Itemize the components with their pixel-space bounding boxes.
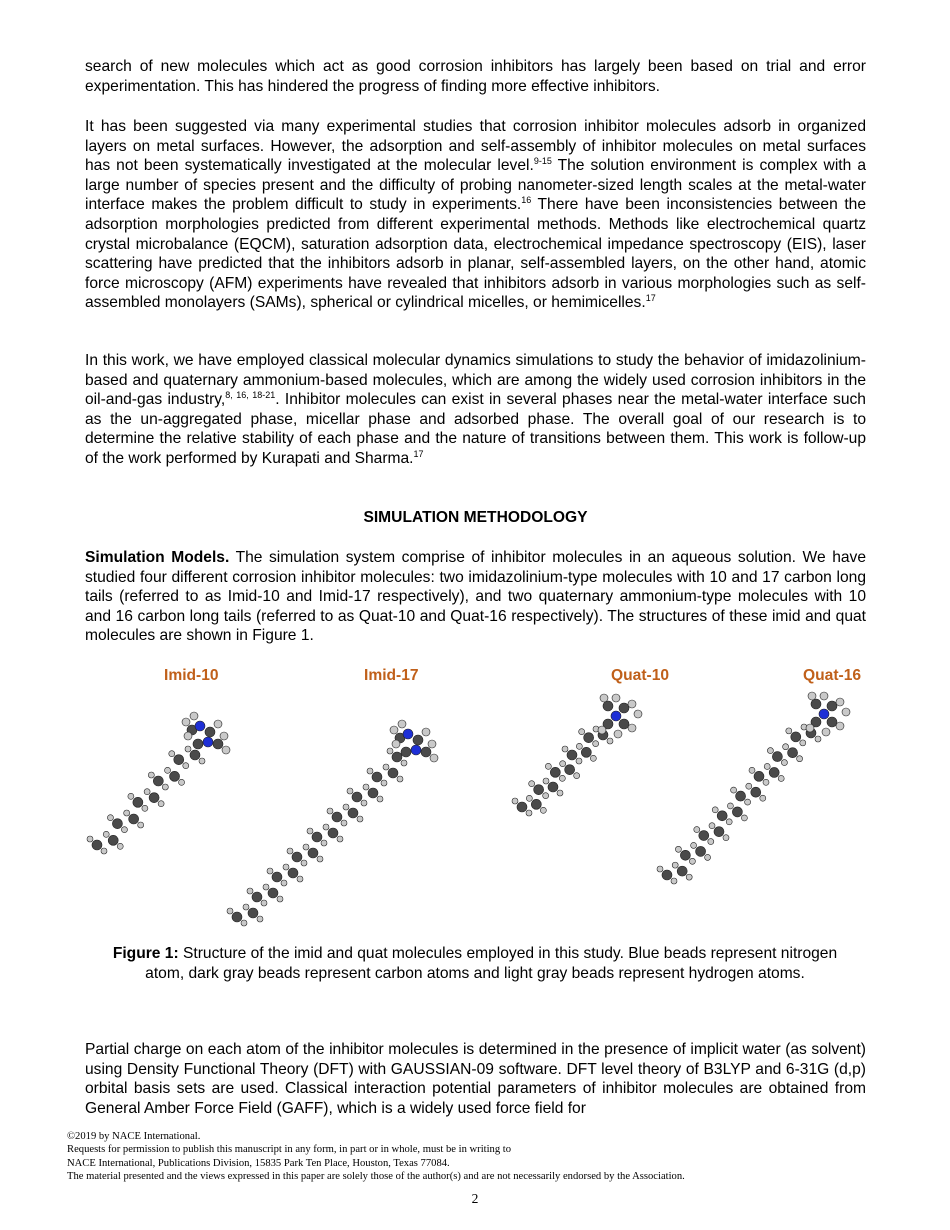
text-run: It has been suggested via many experimental studies that corrosion inhibitor molecules adsorb in organized layers on metal surfaces. However, the adsorption and self-assembly of inhibitor molecules on metal surfaces has not been systematically investigated at the molecular level.	[85, 118, 866, 175]
citation: 9-15	[533, 156, 552, 166]
figure-label-quat-10: Quat-10	[611, 667, 670, 684]
hydrogen-atom	[545, 763, 551, 769]
hydrogen-atom	[781, 760, 787, 766]
hydrogen-atom	[422, 728, 430, 736]
hydrogen-atom	[377, 796, 383, 802]
hydrogen-atom	[337, 836, 343, 842]
hydrogen-atom	[763, 779, 769, 785]
hydrogen-atom	[836, 698, 844, 706]
carbon-atom	[352, 792, 362, 802]
citation: 17	[645, 293, 656, 304]
text-run: There have been inconsistencies between the adsorption morphologies predicted from different experimental methods. Methods like electrochemical quartz crystal microbalance (EQCM), saturation adsorption data, electrochemical impedance spectroscopy (EIS), laser scattering have predicted that the inhibitors adsorb in planar, self-assembled layers, on the other hand, atomic force microscopy (AFM) experiments have revealed that inhibitors adsorb in various morphologies such as self-assembled monolayers (SAMs), spherical or cylindrical micelles, or hemimicelles.	[85, 196, 866, 312]
run-in-heading: Simulation Models.	[85, 549, 230, 566]
hydrogen-atom	[512, 798, 518, 804]
hydrogen-atom	[297, 876, 303, 882]
hydrogen-atom	[357, 816, 363, 822]
hydrogen-atom	[657, 866, 663, 872]
hydrogen-atom	[341, 820, 347, 826]
hydrogen-atom	[691, 842, 697, 848]
hydrogen-atom	[387, 748, 393, 754]
hydrogen-atom	[815, 736, 821, 742]
hydrogen-atom	[428, 740, 436, 748]
nitrogen-atom	[195, 721, 205, 731]
carbon-atom	[392, 752, 402, 762]
figure-molecule-structures	[0, 690, 950, 940]
hydrogen-atom	[367, 768, 373, 774]
hydrogen-atom	[321, 840, 327, 846]
carbon-atom	[232, 912, 242, 922]
carbon-atom	[677, 866, 687, 876]
paragraph-intro-end: search of new molecules which act as good corrosion inhibitors has largely been based on trial and error experimentation. This has hindered the progress of finding more effective inhibitors.	[85, 58, 866, 95]
carbon-atom	[292, 852, 302, 862]
hydrogen-atom	[593, 741, 599, 747]
carbon-atom	[348, 808, 358, 818]
carbon-atom	[581, 747, 591, 757]
carbon-atom	[190, 750, 200, 760]
hydrogen-atom	[323, 824, 329, 830]
hydrogen-atom	[574, 773, 580, 779]
hydrogen-atom	[261, 900, 267, 906]
hydrogen-atom	[307, 828, 313, 834]
hydrogen-atom	[675, 846, 681, 852]
carbon-atom	[699, 831, 709, 841]
carbon-atom	[328, 828, 338, 838]
hydrogen-atom	[241, 920, 247, 926]
hydrogen-atom	[401, 760, 407, 766]
carbon-atom	[213, 739, 223, 749]
text-run: . Inhibitor molecules can exist in several phases near the metal-water interface such as the un-aggregated phase, micellar phase and adsorbed phase. The overall goal of our research is to determine the relative stability of each phase and the nature of transitions between them. This work is follow-up of the work performed by Kurapati and Sharma.	[85, 391, 866, 467]
hydrogen-atom	[820, 692, 828, 700]
hydrogen-atom	[430, 754, 438, 762]
carbon-atom	[696, 846, 706, 856]
hydrogen-atom	[220, 732, 228, 740]
carbon-atom	[308, 848, 318, 858]
hydrogen-atom	[142, 805, 148, 811]
hydrogen-atom	[128, 793, 134, 799]
hydrogen-atom	[560, 761, 566, 767]
hydrogen-atom	[836, 722, 844, 730]
nitrogen-atom	[819, 709, 829, 719]
hydrogen-atom	[392, 740, 400, 748]
hydrogen-atom	[103, 831, 109, 837]
footer-line: Requests for permission to publish this manuscript in any form, in part or in whole, must be in writing to	[67, 1144, 512, 1156]
hydrogen-atom	[243, 904, 249, 910]
hydrogen-atom	[760, 795, 766, 801]
caption-lead: Figure 1:	[112, 945, 179, 962]
carbon-atom	[550, 767, 560, 777]
carbon-atom	[619, 719, 629, 729]
hydrogen-atom	[562, 746, 568, 752]
hydrogen-atom	[745, 799, 751, 805]
carbon-atom	[248, 908, 258, 918]
carbon-atom	[193, 739, 203, 749]
citation: 16	[521, 195, 532, 206]
paragraph-this-work	[85, 351, 866, 469]
hydrogen-atom	[165, 767, 171, 773]
hydrogen-atom	[222, 746, 230, 754]
hydrogen-atom	[303, 844, 309, 850]
hydrogen-atom	[671, 878, 677, 884]
hydrogen-atom	[190, 712, 198, 720]
carbon-atom	[388, 768, 398, 778]
carbon-atom	[170, 771, 180, 781]
hydrogen-atom	[87, 836, 93, 842]
carbon-atom	[736, 791, 746, 801]
hydrogen-atom	[808, 692, 816, 700]
hydrogen-atom	[786, 728, 792, 734]
carbon-atom	[368, 788, 378, 798]
text-run: The simulation system comprise of inhibitor molecules in an aqueous solution. We have studied four different corrosion inhibitor molecules: two imidazolinium-type molecules with 10 and 17 carbon long tails (referred to as Imid-10 and Imid-17 respectively), and two quaternary ammonium-type molecules with 10 and 16 carbon long tails (referred to as Quat-10 and Quat-16 respectively). The structures of these imid and quat molecules are shown in Figure 1.	[85, 549, 867, 645]
hydrogen-atom	[800, 740, 806, 746]
carbon-atom	[133, 797, 143, 807]
hydrogen-atom	[327, 808, 333, 814]
hydrogen-atom	[158, 801, 164, 807]
carbon-atom	[108, 835, 118, 845]
hydrogen-atom	[723, 835, 729, 841]
hydrogen-atom	[628, 724, 636, 732]
carbon-atom	[772, 752, 782, 762]
hydrogen-atom	[705, 854, 711, 860]
figure-label-quat-16: Quat-16	[803, 667, 862, 684]
hydrogen-atom	[247, 888, 253, 894]
paragraph-partial-charge: Partial charge on each atom of the inhibitor molecules is determined in the presence of implicit water (as solvent) using Density Functional Theory (DFT) with GAUSSIAN-09 software. DFT level theory of B3LYP and 6-31G (d,p) orbital basis sets are used. Classical interaction potential parameters of inhibitor molecules are obtained from General Amber Force Field (GAFF), which is a widely used force field for	[85, 1041, 866, 1117]
hydrogen-atom	[144, 789, 150, 795]
citation: 8, 16, 18-21	[225, 390, 276, 400]
hydrogen-atom	[214, 720, 222, 728]
paragraph-adsorption	[85, 117, 866, 313]
hydrogen-atom	[199, 758, 205, 764]
hydrogen-atom	[526, 795, 532, 801]
hydrogen-atom	[543, 793, 549, 799]
hydrogen-atom	[529, 781, 535, 787]
hydrogen-atom	[227, 908, 233, 914]
carbon-atom	[619, 703, 629, 713]
carbon-atom	[791, 732, 801, 742]
hydrogen-atom	[607, 738, 613, 744]
hydrogen-atom	[783, 744, 789, 750]
carbon-atom	[372, 772, 382, 782]
carbon-atom	[421, 747, 431, 757]
carbon-atom	[584, 733, 594, 743]
hydrogen-atom	[559, 775, 565, 781]
hydrogen-atom	[526, 810, 532, 816]
carbon-atom	[531, 799, 541, 809]
hydrogen-atom	[600, 694, 608, 702]
hydrogen-atom	[576, 758, 582, 764]
carbon-atom	[413, 735, 423, 745]
hydrogen-atom	[185, 746, 191, 752]
carbon-atom	[332, 812, 342, 822]
nitrogen-atom	[611, 711, 621, 721]
carbon-atom	[603, 701, 613, 711]
carbon-atom	[717, 811, 727, 821]
hydrogen-atom	[169, 751, 175, 757]
hydrogen-atom	[672, 862, 678, 868]
figure-caption	[100, 944, 850, 983]
carbon-atom	[714, 827, 724, 837]
carbon-atom	[272, 872, 282, 882]
hydrogen-atom	[746, 783, 752, 789]
carbon-atom	[567, 750, 577, 760]
carbon-atom	[268, 888, 278, 898]
hydrogen-atom	[590, 755, 596, 761]
hydrogen-atom	[107, 815, 113, 821]
carbon-atom	[732, 807, 742, 817]
hydrogen-atom	[383, 764, 389, 770]
carbon-atom	[312, 832, 322, 842]
hydrogen-atom	[726, 819, 732, 825]
hydrogen-atom	[101, 848, 107, 854]
hydrogen-atom	[182, 718, 190, 726]
hydrogen-atom	[162, 784, 168, 790]
carbon-atom	[112, 819, 122, 829]
hydrogen-atom	[628, 700, 636, 708]
figure-label-imid-17: Imid-17	[364, 667, 419, 684]
hydrogen-atom	[148, 772, 154, 778]
hydrogen-atom	[731, 787, 737, 793]
figure-label-imid-10: Imid-10	[164, 667, 219, 684]
hydrogen-atom	[184, 732, 192, 740]
citation: 17	[413, 448, 424, 459]
hydrogen-atom	[281, 880, 287, 886]
hydrogen-atom	[540, 807, 546, 813]
hydrogen-atom	[557, 790, 563, 796]
hydrogen-atom	[117, 843, 123, 849]
hydrogen-atom	[686, 874, 692, 880]
hydrogen-atom	[709, 823, 715, 829]
hydrogen-atom	[614, 730, 622, 738]
hydrogen-atom	[317, 856, 323, 862]
hydrogen-atom	[741, 815, 747, 821]
carbon-atom	[153, 776, 163, 786]
hydrogen-atom	[727, 803, 733, 809]
hydrogen-atom	[543, 778, 549, 784]
hydrogen-atom	[124, 810, 130, 816]
carbon-atom	[174, 755, 184, 765]
hydrogen-atom	[397, 776, 403, 782]
hydrogen-atom	[179, 779, 185, 785]
hydrogen-atom	[778, 775, 784, 781]
carbon-atom	[517, 802, 527, 812]
hydrogen-atom	[347, 788, 353, 794]
hydrogen-atom	[797, 756, 803, 762]
page-number: 2	[471, 1191, 479, 1206]
hydrogen-atom	[576, 743, 582, 749]
hydrogen-atom	[612, 694, 620, 702]
carbon-atom	[827, 717, 837, 727]
carbon-atom	[769, 767, 779, 777]
hydrogen-atom	[712, 807, 718, 813]
carbon-atom	[205, 727, 215, 737]
carbon-atom	[149, 793, 159, 803]
footer-line: ©2019 by NACE International.	[67, 1131, 201, 1142]
hydrogen-atom	[390, 726, 398, 734]
hydrogen-atom	[708, 839, 714, 845]
carbon-atom	[288, 868, 298, 878]
carbon-atom	[129, 814, 139, 824]
hydrogen-atom	[343, 804, 349, 810]
hydrogen-atom	[287, 848, 293, 854]
carbon-atom	[680, 850, 690, 860]
caption-text: Structure of the imid and quat molecules employed in this study. Blue beads represent nitrogen atom, dark gray beads represent carbon atoms and light gray beads represent hydrogen atoms.	[145, 945, 838, 982]
carbon-atom	[252, 892, 262, 902]
text-run: The solution environment is complex with a large number of species present and the difficulty of probing nanometer-sized length scales at the metal-water interface makes the problem difficult to study in experiments.	[85, 157, 866, 214]
hydrogen-atom	[363, 784, 369, 790]
hydrogen-atom	[283, 864, 289, 870]
hydrogen-atom	[138, 822, 144, 828]
footer-line: The material presented and the views expressed in this paper are solely those of the author(s) and are not necessarily endorsed by the Association.	[67, 1170, 685, 1182]
hydrogen-atom	[301, 860, 307, 866]
hydrogen-atom	[267, 868, 273, 874]
hydrogen-atom	[764, 763, 770, 769]
hydrogen-atom	[183, 763, 189, 769]
carbon-atom	[565, 765, 575, 775]
nitrogen-atom	[403, 729, 413, 739]
copyright-footer	[67, 1130, 685, 1183]
hydrogen-atom	[689, 858, 695, 864]
hydrogen-atom	[767, 748, 773, 754]
section-heading: SIMULATION METHODOLOGY	[363, 509, 588, 526]
hydrogen-atom	[822, 728, 830, 736]
paragraph-simulation-models	[85, 548, 866, 646]
carbon-atom	[751, 787, 761, 797]
hydrogen-atom	[598, 726, 606, 734]
nitrogen-atom	[203, 737, 213, 747]
carbon-atom	[788, 748, 798, 758]
hydrogen-atom	[257, 916, 263, 922]
hydrogen-atom	[749, 767, 755, 773]
hydrogen-atom	[806, 724, 814, 732]
hydrogen-atom	[634, 710, 642, 718]
carbon-atom	[401, 747, 411, 757]
hydrogen-atom	[398, 720, 406, 728]
hydrogen-atom	[277, 896, 283, 902]
text-run: In this work, we have employed classical molecular dynamics simulations to study the behavior of imidazolinium-based and quaternary ammonium-based molecules, which are among the widely used corrosion inhibitors in the oil-and-gas industry,	[85, 352, 866, 409]
hydrogen-atom	[263, 884, 269, 890]
hydrogen-atom	[842, 708, 850, 716]
hydrogen-atom	[361, 800, 367, 806]
carbon-atom	[548, 782, 558, 792]
footer-line: NACE International, Publications Division, 15835 Park Ten Place, Houston, Texas 77084.	[67, 1157, 450, 1169]
carbon-atom	[662, 870, 672, 880]
hydrogen-atom	[121, 827, 127, 833]
hydrogen-atom	[579, 729, 585, 735]
hydrogen-atom	[381, 780, 387, 786]
carbon-atom	[534, 785, 544, 795]
carbon-atom	[827, 701, 837, 711]
carbon-atom	[754, 771, 764, 781]
hydrogen-atom	[694, 827, 700, 833]
nitrogen-atom	[411, 745, 421, 755]
carbon-atom	[92, 840, 102, 850]
carbon-atom	[811, 699, 821, 709]
